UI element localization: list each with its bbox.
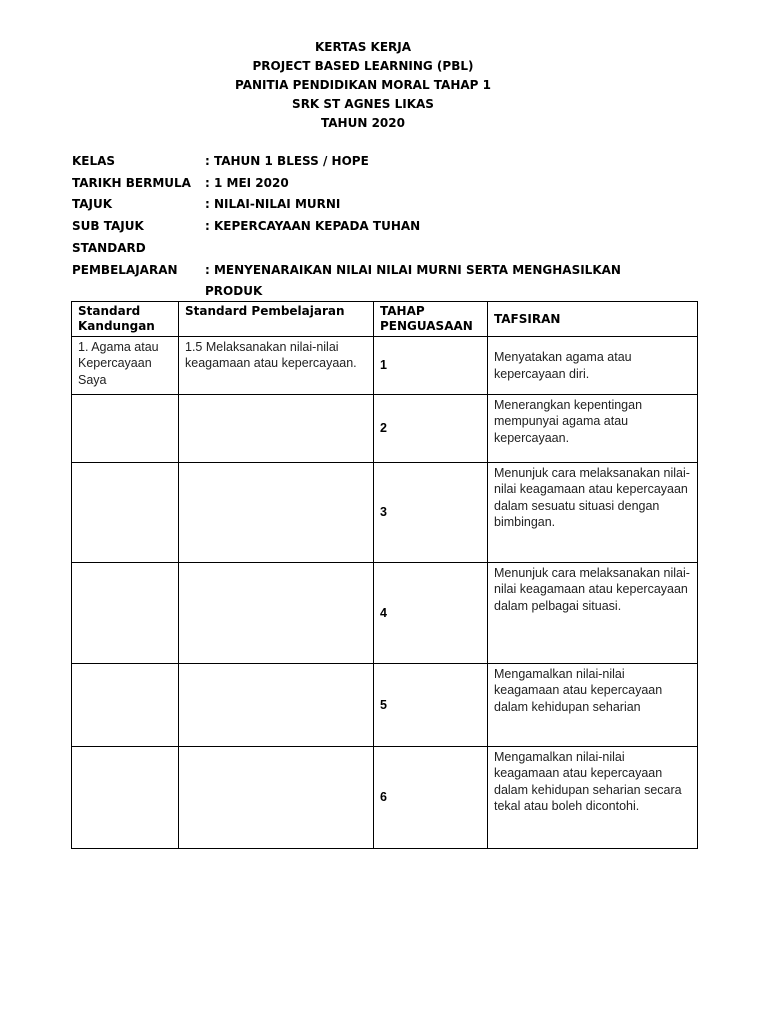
meta-row-standard	[72, 238, 621, 260]
empty-cell	[179, 395, 374, 463]
title-line: SRK ST AGNES LIKAS	[292, 97, 434, 111]
level-cell: 4	[374, 563, 488, 664]
table-header-row	[72, 302, 698, 337]
table-row	[72, 664, 698, 747]
header-standard-pembelajaran: Standard Pembelajaran	[179, 302, 374, 337]
title-line: KERTAS KERJA	[314, 40, 412, 54]
empty-cell	[179, 747, 374, 849]
title-line: PROJECT BASED LEARNING (PBL)	[252, 59, 474, 73]
content-standard-cell: 1. Agama atau Kepercayaan Saya	[72, 337, 179, 395]
meta-row-pembelajaran-cont	[72, 281, 621, 303]
meta-value: PRODUK	[205, 284, 263, 299]
meta-value: : NILAI-NILAI MURNI	[205, 197, 341, 212]
meta-row-tajuk	[72, 194, 621, 216]
level-cell: 3	[374, 463, 488, 563]
empty-cell	[72, 747, 179, 849]
meta-label: SUB TAJUK	[72, 219, 144, 234]
description-cell: Menunjuk cara melaksanakan nilai-nilai keagamaan atau kepercayaan dalam sesuatu situasi dengan bimbingan.	[488, 463, 698, 563]
empty-cell	[179, 463, 374, 563]
meta-row-pembelajaran	[72, 260, 621, 282]
empty-cell	[72, 664, 179, 747]
empty-cell	[72, 395, 179, 463]
description-cell: Menyatakan agama atau kepercayaan diri.	[488, 337, 698, 395]
level-cell: 6	[374, 747, 488, 849]
empty-cell	[72, 463, 179, 563]
description-cell: Mengamalkan nilai-nilai keagamaan atau kepercayaan dalam kehidupan seharian	[488, 664, 698, 747]
document-title-block	[0, 38, 726, 133]
table-row	[72, 337, 698, 395]
meta-row-subtajuk	[72, 216, 621, 238]
level-cell: 2	[374, 395, 488, 463]
description-cell: Mengamalkan nilai-nilai keagamaan atau kepercayaan dalam kehidupan seharian secara tekal atau boleh dicontohi.	[488, 747, 698, 849]
meta-value: : TAHUN 1 BLESS / HOPE	[205, 154, 369, 168]
table-row	[72, 463, 698, 563]
learning-standard-cell: 1.5 Melaksanakan nilai-nilai keagamaan atau kepercayaan.	[179, 337, 374, 395]
meta-value: : KEPERCAYAAN KEPADA TUHAN	[205, 219, 421, 234]
meta-value: : 1 MEI 2020	[205, 175, 289, 190]
meta-label: KELAS	[72, 154, 116, 168]
document-meta	[72, 151, 621, 303]
meta-row-tarikh	[72, 173, 621, 195]
header-tafsiran: TAFSIRAN	[488, 302, 698, 337]
meta-label: TARIKH BERMULA	[72, 175, 191, 190]
table-row	[72, 563, 698, 664]
meta-label: STANDARD	[72, 240, 146, 255]
empty-cell	[179, 664, 374, 747]
description-cell: Menerangkan kepentingan mempunyai agama atau kepercayaan.	[488, 395, 698, 463]
level-cell: 1	[374, 337, 488, 395]
header-standard-kandungan: Standard Kandungan	[72, 302, 179, 337]
rubric-table	[71, 301, 698, 849]
level-cell: 5	[374, 664, 488, 747]
meta-value: : MENYENARAIKAN NILAI NILAI MURNI SERTA MENGHASILKAN	[205, 262, 621, 277]
description-cell: Menunjuk cara melaksanakan nilai-nilai keagamaan atau kepercayaan dalam pelbagai situasi.	[488, 563, 698, 664]
header-tahap-penguasaan: TAHAP PENGUASAAN	[374, 302, 488, 337]
meta-label: TAJUK	[72, 197, 113, 212]
empty-cell	[72, 563, 179, 664]
meta-label: PEMBELAJARAN	[72, 262, 178, 277]
table-row	[72, 747, 698, 849]
table-row	[72, 395, 698, 463]
title-line: TAHUN 2020	[321, 116, 405, 130]
empty-cell	[179, 563, 374, 664]
title-line: PANITIA PENDIDIKAN MORAL TAHAP 1	[235, 78, 491, 92]
meta-row-kelas	[72, 151, 621, 173]
